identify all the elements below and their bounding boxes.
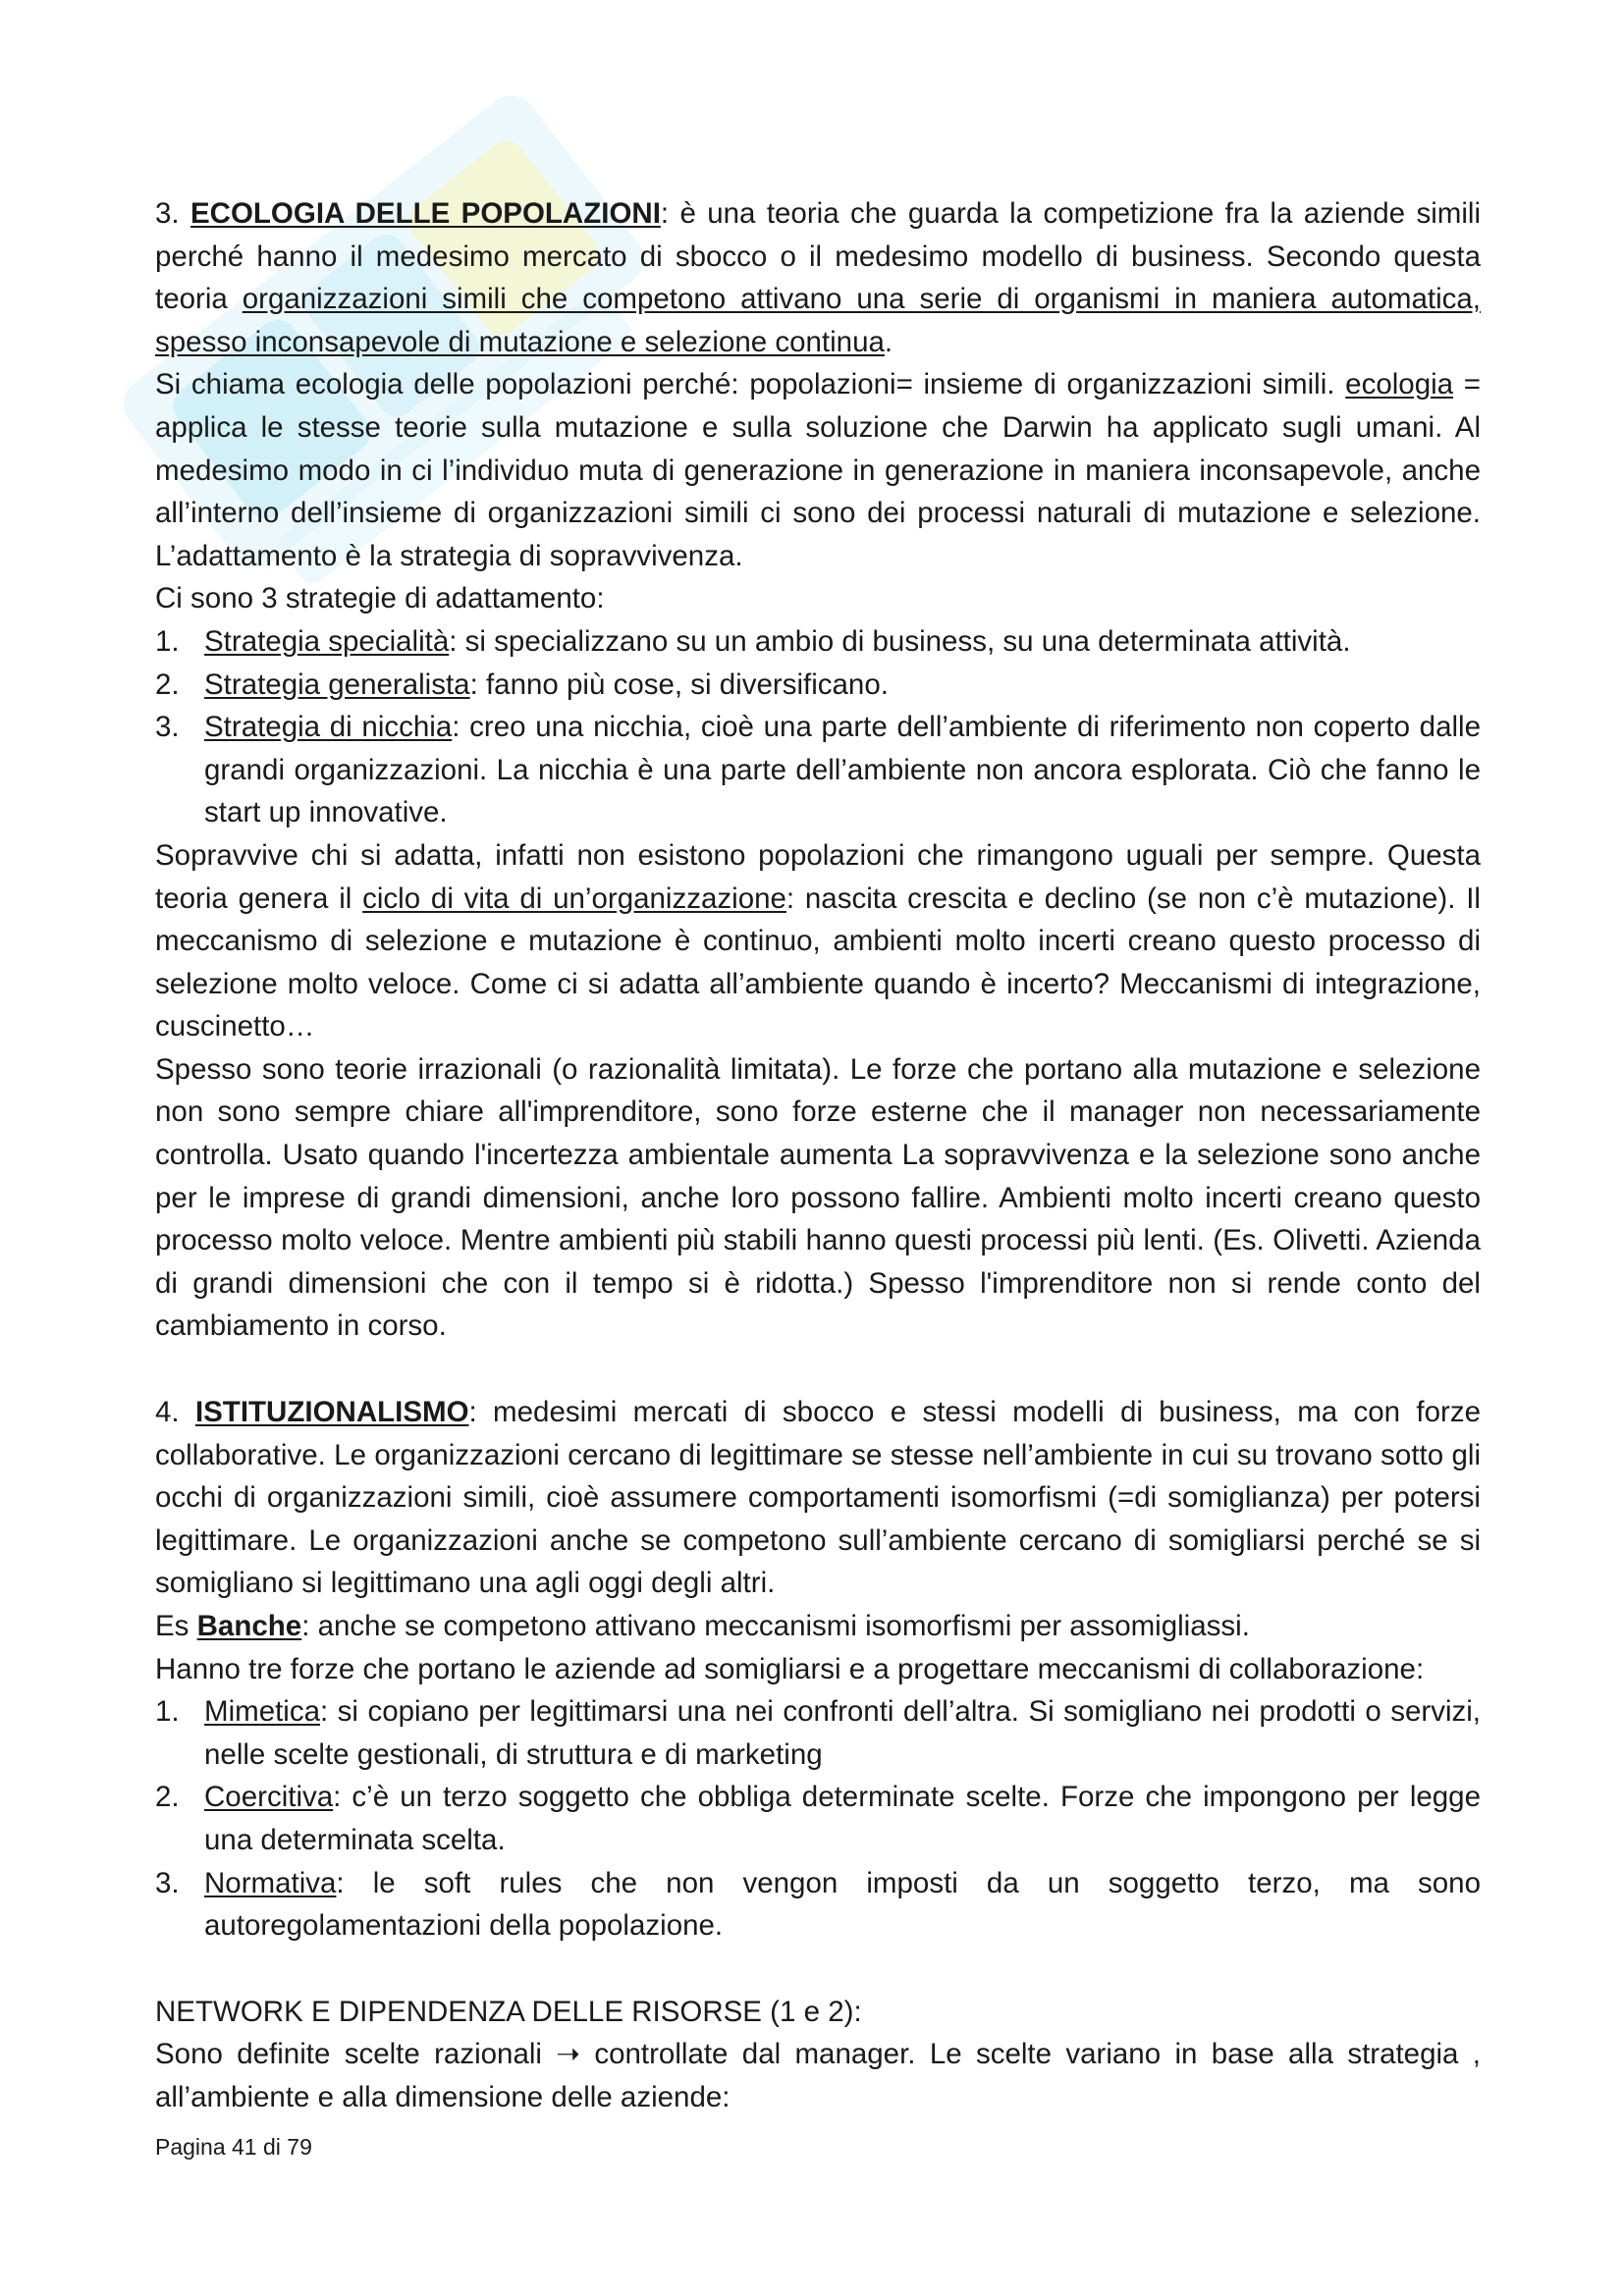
section3-paragraph-1	[155, 192, 1481, 363]
list-number: 2.	[155, 1781, 180, 1814]
section5-title: NETWORK E DIPENDENZA DELLE RISORSE (1 e 2):	[155, 1995, 862, 2028]
text-run: : nascita crescita e declino (se non c’è mutazione). Il meccanismo di selezione e mutazione è continuo, ambienti molto incerti creano questo processo di selezione molto veloce. Come ci si adatta all’ambiente quando è incerto? Meccanismi di integrazione, cuscinetto…	[155, 881, 1481, 1043]
underlined-phrase: organizzazioni simili che competono attivano una serie di organismi in maniera automatica, spesso inconsapevole di mutazione e selezione continua	[155, 283, 1481, 358]
list-term: Mimetica	[204, 1695, 321, 1729]
text-run: : medesimi mercati di sbocco e stessi modelli di business, ma con forze collaborative. Le organizzazioni cercano di legittimare se stesse nell’ambiente in cui su trovano sotto gli occhi di organizzazioni simili, cioè assumere comportamenti isomorfismi (=di somiglianza) per potersi legittimare. Le organizzazioni anche se competono sull’ambiente cercano di somigliarsi perché se si somigliano si legittimano una agli oggi degli altri.	[155, 1396, 1481, 1600]
bold-term: Banche	[196, 1610, 302, 1642]
section3-paragraph-3: Ci sono 3 strategie di adattamento:	[155, 582, 605, 615]
text-run: = applica le stesse teorie sulla mutazione e sulla soluzione che Darwin ha applicato sugli umani. Al medesimo modo in ci l’individuo muta di generazione in generazione in maniera inconsapevole, anche all’interno dell’insieme di organizzazioni simili ci sono dei processi naturali di mutazione e selezione. L’adattamento è la strategia di sopravvivenza.	[155, 368, 1481, 572]
text-run: : è una teoria che guarda la competizione fra la aziende simili perché hanno il medesimo mercato di sbocco o il medesimo modello di business. Secondo questa teoria	[155, 197, 1481, 316]
list-number: 1.	[155, 624, 180, 658]
section3-number: 3.	[155, 197, 190, 230]
section3-paragraph-2	[155, 363, 1481, 577]
section4-paragraph-3: Hanno tre forze che portano le aziende ad somigliarsi e a progettare meccanismi di collaborazione:	[155, 1652, 1425, 1685]
list-number: 3.	[155, 1866, 180, 1899]
page-number: Pagina 41 di 79	[155, 2134, 312, 2160]
list-item	[155, 706, 1481, 834]
list-term: Normativa	[204, 1866, 337, 1899]
document-page	[155, 192, 1481, 2119]
list-term: Strategia generalista	[204, 667, 470, 701]
section4-title: ISTITUZIONALISMO	[194, 1396, 469, 1429]
list-number: 3.	[155, 711, 180, 744]
underlined-phrase: ciclo di vita di un’organizzazione	[362, 881, 786, 915]
list-item	[155, 664, 1481, 707]
list-item	[155, 1862, 1481, 1948]
list-text: : si copiano per legittimarsi una nei confronti dell’altra. Si somigliano nei prodotti o servizi, nelle scelte gestionali, di struttura e di marketing	[204, 1695, 1481, 1771]
list-item	[155, 620, 1481, 664]
list-number: 1.	[155, 1695, 180, 1729]
section4-forces-list	[155, 1690, 1481, 1948]
section3-paragraph-4	[155, 834, 1481, 1048]
list-text: : creo una nicchia, cioè una parte dell’ambiente di riferimento non coperto dalle grandi organizzazioni. La nicchia è una parte dell’ambiente non ancora esplorata. Ciò che fanno le start up innovative.	[204, 711, 1481, 829]
section-spacer	[155, 1348, 1481, 1391]
list-number: 2.	[155, 667, 180, 701]
list-text: : c’è un terzo soggetto che obbliga determinate scelte. Forze che impongono per legge una determinata scelta.	[204, 1781, 1481, 1856]
section5-paragraph-1: Sono definite scelte razionali ➝ controllate dal manager. Le scelte variano in base alla strategia , all’ambiente e alla dimensione delle aziende:	[155, 2038, 1481, 2113]
section3-strategy-list	[155, 620, 1481, 834]
section3-title: ECOLOGIA DELLE POPOLAZIONI	[189, 197, 661, 230]
text-run: Si chiama ecologia delle popolazioni perché: popolazioni= insieme di organizzazioni simili.	[155, 368, 1346, 401]
list-text: : si specializzano su un ambio di business, su una determinata attività.	[449, 624, 1351, 658]
section4-paragraph-2	[155, 1605, 1481, 1648]
text-run: .	[884, 325, 893, 358]
text-run: Sopravvive chi si adatta, infatti non esistono popolazioni che rimangono uguali per sempre. Questa teoria genera il	[155, 838, 1481, 915]
list-term: Coercitiva	[204, 1781, 334, 1814]
list-item	[155, 1690, 1481, 1776]
list-text: : fanno più cose, si diversificano.	[469, 667, 889, 701]
section-spacer	[155, 1948, 1481, 1991]
section3-paragraph-5: Spesso sono teorie irrazionali (o razionalità limitata). Le forze che portano alla mutazione e selezione non sono sempre chiare all'imprenditore, sono forze esterne che il manager non necessariamente controlla. Usato quando l'incertezza ambientale aumenta La sopravvivenza e la selezione sono anche per le imprese di grandi dimensioni, anche loro possono fallire. Ambienti molto incerti creano questo processo molto veloce. Mentre ambienti più stabili hanno questi processi più lenti. (Es. Olivetti. Azienda di grandi dimensioni che con il tempo si è ridotta.) Spesso l'imprenditore non si rende conto del cambiamento in corso.	[155, 1052, 1481, 1343]
section4-paragraph-1	[155, 1391, 1481, 1605]
text-run: Es	[155, 1610, 197, 1642]
text-run: : anche se competono attivano meccanismi isomorfismi per assomigliassi.	[301, 1610, 1250, 1642]
section4-number: 4.	[155, 1396, 195, 1429]
list-term: Strategia specialità	[204, 624, 450, 658]
list-item	[155, 1776, 1481, 1861]
list-term: Strategia di nicchia	[204, 711, 453, 744]
list-text: : le soft rules che non vengon imposti da un soggetto terzo, ma sono autoregolamentazioni della popolazione.	[204, 1866, 1481, 1943]
underlined-term: ecologia	[1345, 368, 1454, 401]
